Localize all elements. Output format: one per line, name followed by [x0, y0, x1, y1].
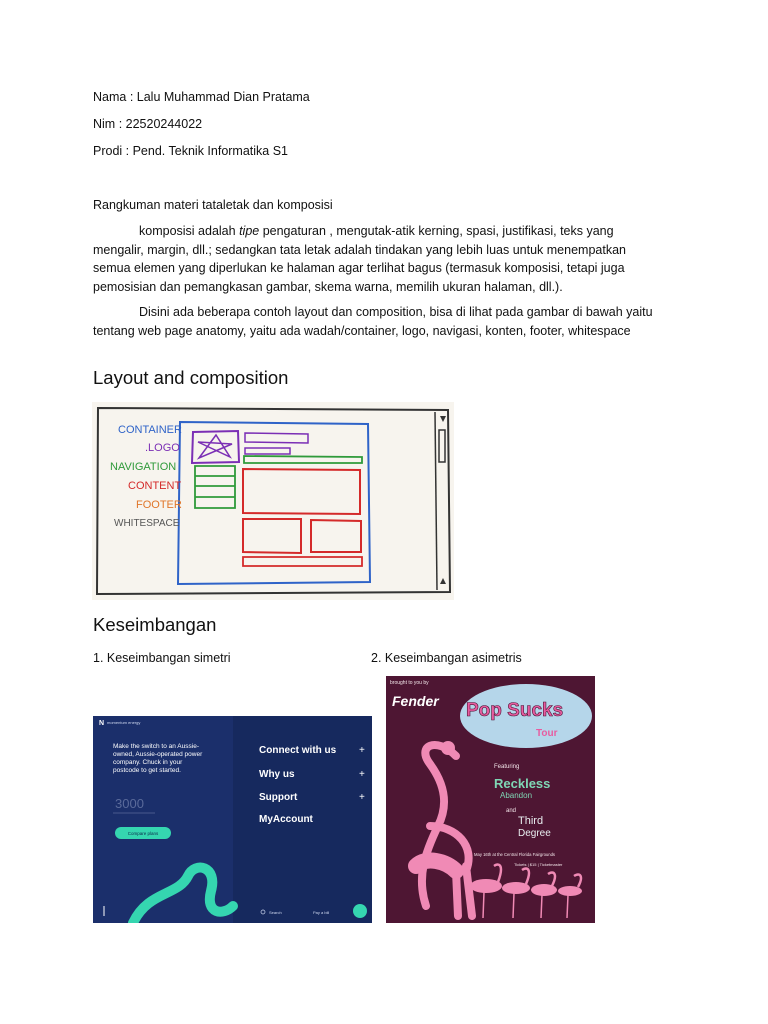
- summary-title: Rangkuman materi tataletak dan komposisi: [93, 198, 333, 212]
- poster-band1: Reckless: [494, 776, 551, 791]
- paragraph-examples: Disini ada beberapa contoh layout dan composition, bisa di lihat pada gambar di bawah yaitu tentang web page anatomy, yaitu ada wadah/container, logo, navigasi, konten, footer, whitespace: [93, 305, 653, 338]
- symmetric-example-image: [93, 716, 372, 923]
- menu-footer-search[interactable]: Search: [269, 910, 282, 915]
- sketch-label-whitespace: WHITESPACE: [114, 518, 180, 529]
- menu-item-connect[interactable]: Connect with us: [259, 745, 337, 756]
- menu-item-why-us[interactable]: Why us: [259, 769, 295, 780]
- layout-sketch-figure: [92, 402, 454, 600]
- poster-featuring: Featuring: [494, 764, 520, 770]
- menu-blurb-wrap: [113, 743, 203, 787]
- asymmetric-example-image: [386, 676, 595, 923]
- sketch-label-content: CONTENT: [128, 480, 182, 492]
- menu-chat-icon[interactable]: [353, 904, 367, 918]
- sketch-label-footer: FOOTER: [136, 499, 182, 511]
- poster-flamingo-head: [441, 741, 455, 755]
- sketch-label-container: CONTAINER: [118, 424, 182, 436]
- menu-logo-icon: N: [99, 720, 105, 727]
- sketch-label-logo: .LOGO: [145, 442, 180, 454]
- heading-balance: Keseimbangan: [93, 614, 217, 635]
- para1-part-b: pengaturan , mengutak-atik kerning, spasi, justifikasi, teks yang mengalir, margin, dll.; sedangkan tata letak adalah tindakan yang lebih luas untuk menempatkan semua elemen yang diperlukan ke halaman agar terlihat bagus (termasuk komposisi, tetapi juga pemosisian dan pemangkasan gambar, skema warna, memilih ukuran halaman, dll.).: [93, 224, 626, 294]
- poster-band2b: Degree: [518, 828, 551, 839]
- poster-date: May 16th at the Central Florida Fairgrounds: [474, 852, 555, 857]
- poster-top-line: brought to you by: [390, 680, 429, 686]
- para1-part-a: komposisi adalah: [139, 224, 240, 238]
- poster-band2: Third: [518, 815, 544, 827]
- subheading-asymmetric: 2. Keseimbangan asimetris: [371, 651, 522, 665]
- menu-blurb: Make the switch to an Aussie-owned, Aussie-operated power company. Chuck in your postcode to get started.: [113, 743, 203, 774]
- menu-plus-icon-3[interactable]: +: [359, 792, 365, 803]
- menu-brand: momentum energy: [107, 720, 141, 725]
- para1-emphasis: tipe: [239, 224, 260, 238]
- poster-brand-logo: Fender: [392, 693, 439, 709]
- poster-band1b: Abandon: [500, 791, 533, 800]
- menu-cta-label: Compare plans: [127, 831, 159, 836]
- menu-plus-icon-2[interactable]: +: [359, 769, 365, 780]
- student-prodi: Prodi : Pend. Teknik Informatika S1: [93, 144, 289, 158]
- menu-item-myaccount[interactable]: MyAccount: [259, 814, 313, 825]
- menu-postcode: 3000: [115, 796, 144, 811]
- poster-flamingo-small-4: [558, 886, 582, 896]
- student-nim: Nim : 22520244022: [93, 117, 203, 131]
- poster-and: and: [506, 808, 517, 814]
- poster-title: Pop Sucks: [466, 700, 564, 721]
- student-name: Nama : Lalu Muhammad Dian Pratama: [93, 90, 310, 104]
- poster-tickets: Tickets | $15 | Ticketmaster: [514, 862, 563, 867]
- sketch-label-navigation: NAVIGATION: [110, 461, 177, 473]
- poster-title-tour: Tour: [536, 728, 558, 739]
- menu-footer-pay[interactable]: Pay a bill: [313, 910, 330, 915]
- paragraph-composition: [93, 222, 653, 296]
- menu-item-support[interactable]: Support: [259, 792, 298, 803]
- heading-layout: Layout and composition: [93, 367, 289, 388]
- menu-plus-icon-1[interactable]: +: [359, 745, 365, 756]
- subheading-symmetric: 1. Keseimbangan simetri: [93, 651, 231, 665]
